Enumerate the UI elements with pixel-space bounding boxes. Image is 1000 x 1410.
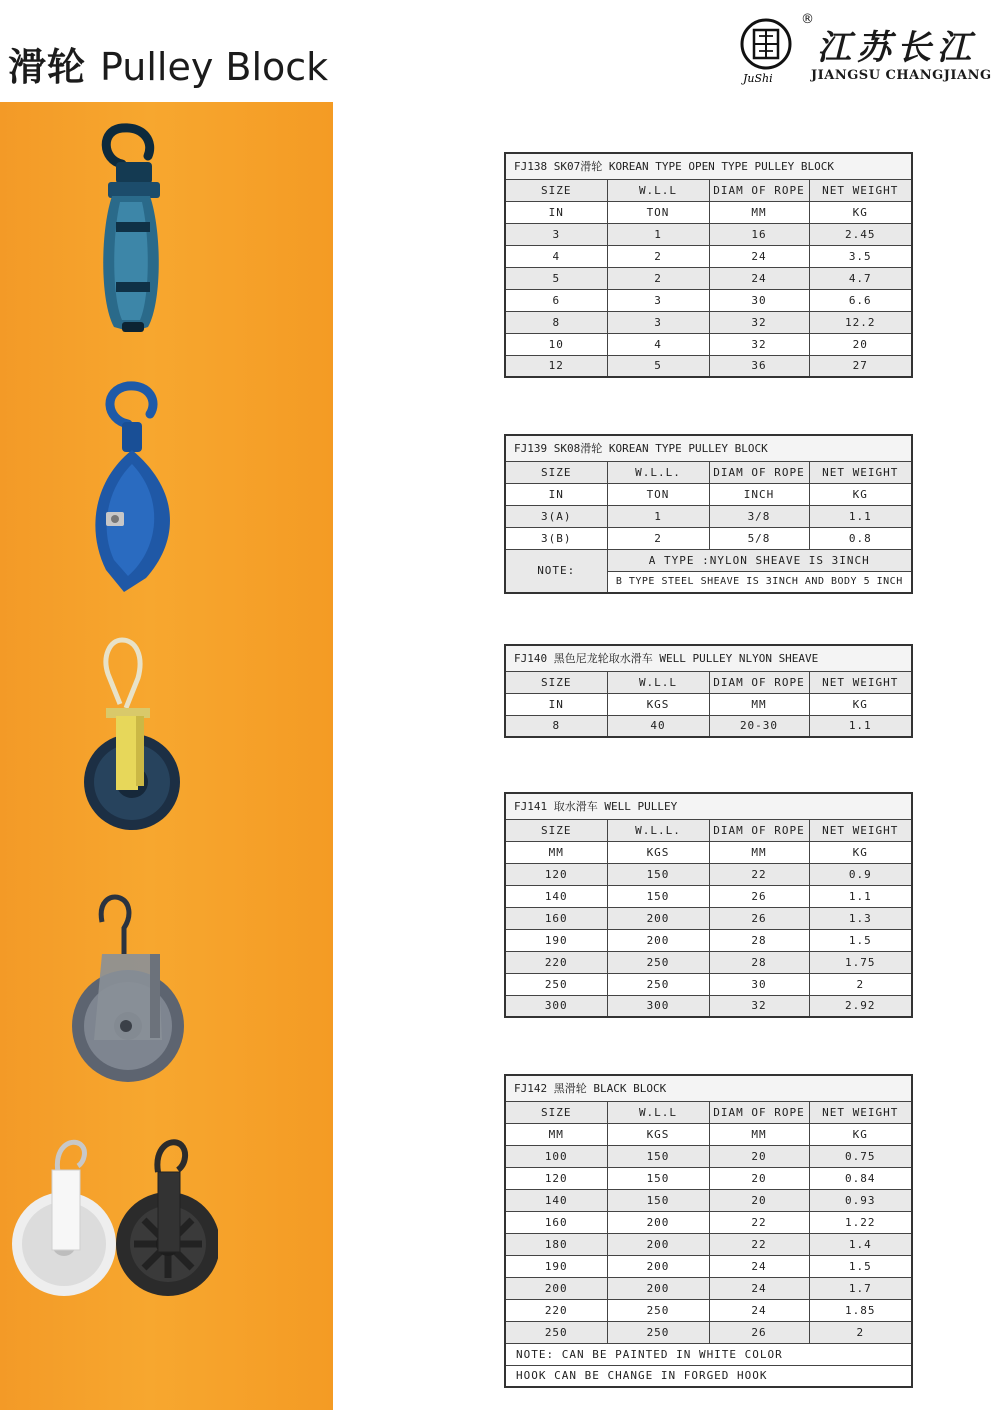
table-row [505, 333, 912, 355]
table-cell: 4 [607, 333, 709, 355]
column-header: SIZE [505, 179, 607, 201]
column-header: DIAM OF ROPE [709, 461, 809, 483]
table-cell: 30 [709, 289, 809, 311]
unit-cell: IN [505, 483, 607, 505]
table-cell: 2 [809, 973, 912, 995]
table-cell: 1.1 [809, 715, 912, 737]
table-cell: 200 [607, 1233, 709, 1255]
table-title: FJ142 黑滑轮 BLACK BLOCK [505, 1075, 912, 1101]
table-cell: 3(A) [505, 505, 607, 527]
table-cell: 120 [505, 863, 607, 885]
table-cell: 12 [505, 355, 607, 377]
table-cell: 160 [505, 1211, 607, 1233]
note-label: NOTE: [505, 549, 607, 593]
table-row [505, 715, 912, 737]
unit-cell: KGS [607, 1123, 709, 1145]
table-cell: 150 [607, 1189, 709, 1211]
table-row [505, 289, 912, 311]
unit-cell: MM [709, 841, 809, 863]
table-cell: 150 [607, 885, 709, 907]
table-cell: 3.5 [809, 245, 912, 267]
column-header: DIAM OF ROPE [709, 179, 809, 201]
registered-mark: ® [801, 12, 814, 27]
table-cell: 0.84 [809, 1167, 912, 1189]
unit-cell: KG [809, 693, 912, 715]
unit-cell: TON [607, 201, 709, 223]
table-cell: 28 [709, 929, 809, 951]
unit-cell: KGS [607, 693, 709, 715]
table-cell: 22 [709, 1233, 809, 1255]
unit-cell: TON [607, 483, 709, 505]
table-cell: 27 [809, 355, 912, 377]
table-row [505, 907, 912, 929]
brand-logo [735, 10, 995, 90]
spec-table-fj140 [504, 644, 913, 738]
column-header: DIAM OF ROPE [709, 671, 809, 693]
table-cell: 1.22 [809, 1211, 912, 1233]
column-header: DIAM OF ROPE [709, 819, 809, 841]
table-row [505, 863, 912, 885]
table-cell: 250 [607, 951, 709, 973]
table-row [505, 1299, 912, 1321]
table-cell: 200 [607, 1211, 709, 1233]
black-pulley-block-icon [8, 1132, 218, 1302]
table-cell: 300 [607, 995, 709, 1017]
table-cell: 36 [709, 355, 809, 377]
table-cell: 4 [505, 245, 607, 267]
table-cell: 1.1 [809, 505, 912, 527]
table-cell: 200 [607, 907, 709, 929]
unit-cell: KG [809, 201, 912, 223]
table-cell: 0.93 [809, 1189, 912, 1211]
column-header: NET WEIGHT [809, 819, 912, 841]
table-row [505, 1145, 912, 1167]
table-cell: 3/8 [709, 505, 809, 527]
jushi-seal-icon [735, 14, 801, 86]
table-cell: 150 [607, 1167, 709, 1189]
column-header: NET WEIGHT [809, 1101, 912, 1123]
table-cell: 6.6 [809, 289, 912, 311]
well-pulley-nylon-sheave-icon [82, 634, 186, 834]
column-header: DIAM OF ROPE [709, 1101, 809, 1123]
table-cell: 32 [709, 311, 809, 333]
table-row [505, 355, 912, 377]
table-cell: 200 [607, 1255, 709, 1277]
table-cell: 1.4 [809, 1233, 912, 1255]
table-title: FJ141 取水滑车 WELL PULLEY [505, 793, 912, 819]
table-cell: 26 [709, 1321, 809, 1343]
table-title: FJ140 黑色尼龙轮取水滑车 WELL PULLEY NLYON SHEAVE [505, 645, 912, 671]
table-cell: 140 [505, 1189, 607, 1211]
column-header: W.L.L. [607, 819, 709, 841]
table-cell: 180 [505, 1233, 607, 1255]
table-cell: 300 [505, 995, 607, 1017]
table-cell: 10 [505, 333, 607, 355]
column-header: W.L.L [607, 671, 709, 693]
table-row [505, 267, 912, 289]
table-cell: 6 [505, 289, 607, 311]
column-header: SIZE [505, 1101, 607, 1123]
table-cell: 5 [607, 355, 709, 377]
spec-table-fj142 [504, 1074, 913, 1388]
table-title: FJ138 SK07滑轮 KOREAN TYPE OPEN TYPE PULLEY BLOCK [505, 153, 912, 179]
unit-cell: MM [709, 201, 809, 223]
table-cell: 28 [709, 951, 809, 973]
table-row [505, 1277, 912, 1299]
table-cell: 2 [809, 1321, 912, 1343]
table-cell: 0.8 [809, 527, 912, 549]
table-cell: 200 [505, 1277, 607, 1299]
unit-cell: KGS [607, 841, 709, 863]
column-header: SIZE [505, 819, 607, 841]
unit-cell: MM [709, 1123, 809, 1145]
unit-cell: MM [505, 1123, 607, 1145]
table-cell: 200 [607, 929, 709, 951]
table-cell: 190 [505, 1255, 607, 1277]
table-cell: 250 [607, 973, 709, 995]
unit-cell: MM [505, 841, 607, 863]
table-cell: 30 [709, 973, 809, 995]
table-row [505, 505, 912, 527]
table-cell: 150 [607, 1145, 709, 1167]
table-row [505, 1233, 912, 1255]
table-cell: 1.75 [809, 951, 912, 973]
table-cell: 20 [709, 1145, 809, 1167]
table-cell: 250 [607, 1299, 709, 1321]
column-header: W.L.L [607, 179, 709, 201]
table-cell: 4.7 [809, 267, 912, 289]
table-row [505, 1255, 912, 1277]
product-image-panel [0, 102, 333, 1410]
column-header: SIZE [505, 671, 607, 693]
table-cell: 100 [505, 1145, 607, 1167]
table-cell: 2.45 [809, 223, 912, 245]
table-cell: 1.3 [809, 907, 912, 929]
page-title-en: Pulley Block [100, 45, 329, 89]
table-row [505, 951, 912, 973]
note-text: B TYPE STEEL SHEAVE IS 3INCH AND BODY 5 INCH [607, 571, 912, 593]
table-cell: 8 [505, 311, 607, 333]
table-cell: 1.7 [809, 1277, 912, 1299]
table-cell: 150 [607, 863, 709, 885]
table-cell: 20 [809, 333, 912, 355]
table-row [505, 973, 912, 995]
spec-table-fj139 [504, 434, 913, 594]
table-cell: 32 [709, 995, 809, 1017]
unit-cell: IN [505, 693, 607, 715]
table-cell: 1 [607, 223, 709, 245]
table-cell: 24 [709, 1277, 809, 1299]
table-cell: 1.5 [809, 929, 912, 951]
table-cell: 120 [505, 1167, 607, 1189]
column-header: NET WEIGHT [809, 179, 912, 201]
table-cell: 220 [505, 951, 607, 973]
table-row [505, 929, 912, 951]
table-cell: 3 [505, 223, 607, 245]
table-row [505, 245, 912, 267]
well-pulley-hook-icon [72, 892, 188, 1090]
brand-name-en: JIANGSU CHANGJIANG [811, 68, 992, 83]
table-cell: 2 [607, 245, 709, 267]
table-cell: 3(B) [505, 527, 607, 549]
page-title [8, 36, 328, 91]
note-text: A TYPE :NYLON SHEAVE IS 3INCH [607, 549, 912, 571]
table-cell: 220 [505, 1299, 607, 1321]
spec-table-fj141 [504, 792, 913, 1018]
table-cell: 2.92 [809, 995, 912, 1017]
table-cell: 5/8 [709, 527, 809, 549]
column-header: NET WEIGHT [809, 461, 912, 483]
blue-pulley-block-icon [84, 380, 194, 600]
table-row [505, 1189, 912, 1211]
table-cell: 190 [505, 929, 607, 951]
column-header: W.L.L. [607, 461, 709, 483]
table-cell: 140 [505, 885, 607, 907]
page-title-zh: 滑轮 [8, 45, 87, 89]
seal-text: JuShi [743, 72, 773, 85]
table-cell: 1.5 [809, 1255, 912, 1277]
table-cell: 5 [505, 267, 607, 289]
table-cell: 22 [709, 1211, 809, 1233]
table-row [505, 527, 912, 549]
table-cell: 1 [607, 505, 709, 527]
note-text: NOTE: CAN BE PAINTED IN WHITE COLOR [505, 1343, 912, 1365]
unit-cell: KG [809, 1123, 912, 1145]
column-header: W.L.L [607, 1101, 709, 1123]
unit-cell: KG [809, 483, 912, 505]
table-cell: 16 [709, 223, 809, 245]
table-row [505, 1167, 912, 1189]
table-cell: 22 [709, 863, 809, 885]
table-cell: 8 [505, 715, 607, 737]
column-header: SIZE [505, 461, 607, 483]
table-cell: 0.75 [809, 1145, 912, 1167]
table-cell: 160 [505, 907, 607, 929]
note-text: HOOK CAN BE CHANGE IN FORGED HOOK [505, 1365, 912, 1387]
table-cell: 24 [709, 1299, 809, 1321]
table-cell: 40 [607, 715, 709, 737]
table-cell: 20 [709, 1189, 809, 1211]
table-cell: 250 [505, 973, 607, 995]
table-cell: 2 [607, 267, 709, 289]
unit-cell: KG [809, 841, 912, 863]
unit-cell: MM [709, 693, 809, 715]
table-cell: 1.85 [809, 1299, 912, 1321]
table-cell: 2 [607, 527, 709, 549]
table-cell: 24 [709, 267, 809, 289]
table-cell: 26 [709, 885, 809, 907]
table-cell: 24 [709, 1255, 809, 1277]
table-cell: 3 [607, 311, 709, 333]
table-cell: 12.2 [809, 311, 912, 333]
table-cell: 26 [709, 907, 809, 929]
table-cell: 20 [709, 1167, 809, 1189]
table-cell: 1.1 [809, 885, 912, 907]
brand-name-zh: 江苏长江 [817, 28, 977, 68]
table-cell: 24 [709, 245, 809, 267]
unit-cell: INCH [709, 483, 809, 505]
table-row [505, 311, 912, 333]
spec-table-fj138 [504, 152, 913, 378]
column-header: NET WEIGHT [809, 671, 912, 693]
table-cell: 3 [607, 289, 709, 311]
table-row [505, 995, 912, 1017]
unit-cell: IN [505, 201, 607, 223]
table-row [505, 223, 912, 245]
table-cell: 200 [607, 1277, 709, 1299]
table-cell: 250 [505, 1321, 607, 1343]
table-row [505, 1211, 912, 1233]
table-row [505, 1321, 912, 1343]
table-row [505, 885, 912, 907]
table-cell: 0.9 [809, 863, 912, 885]
table-cell: 250 [607, 1321, 709, 1343]
snatch-block-open-icon [92, 122, 172, 337]
table-title: FJ139 SK08滑轮 KOREAN TYPE PULLEY BLOCK [505, 435, 912, 461]
table-cell: 32 [709, 333, 809, 355]
table-cell: 20-30 [709, 715, 809, 737]
